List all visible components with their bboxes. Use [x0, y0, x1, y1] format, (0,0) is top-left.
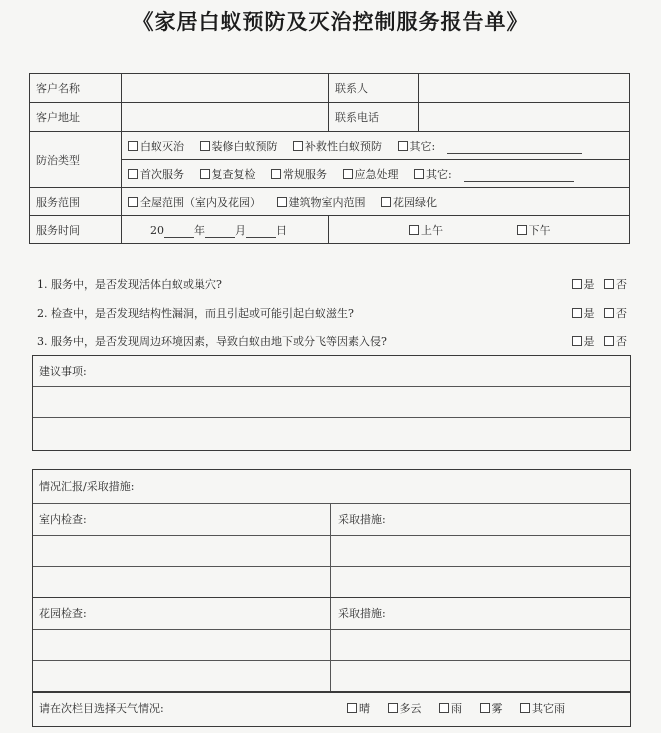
customer-name-field[interactable]: [122, 74, 329, 103]
service-date-field[interactable]: [122, 216, 329, 244]
checkbox[interactable]: [414, 169, 424, 179]
prevention-option[interactable]: 首次服务: [128, 166, 184, 182]
contact-label: 联系人: [329, 74, 419, 103]
yes-no-choice: 是 否: [572, 276, 628, 292]
checkbox[interactable]: [293, 141, 303, 151]
customer-address-label: 客户地址: [30, 103, 122, 132]
customer-name-label: 客户名称: [30, 74, 122, 103]
checkbox[interactable]: [517, 225, 527, 235]
suggestion-box: [32, 355, 631, 451]
year-label: 年: [194, 223, 205, 237]
checkbox[interactable]: [277, 197, 287, 207]
prevention-option[interactable]: 白蚁灭治: [128, 138, 184, 154]
prevention-other[interactable]: 其它:: [414, 166, 452, 182]
prevention-row-2: [122, 160, 630, 188]
other-input-line[interactable]: [447, 143, 582, 154]
service-time-label: 服务时间: [30, 216, 122, 244]
no-checkbox[interactable]: [604, 308, 614, 318]
scope-option[interactable]: 全屋范围（室内及花园）: [128, 194, 261, 210]
no-checkbox[interactable]: [604, 336, 614, 346]
customer-address-field[interactable]: [122, 103, 329, 132]
indoor-line[interactable]: [33, 535, 630, 567]
checkbox[interactable]: [343, 169, 353, 179]
question-3: 3. 服务中，是否发现周边环境因素，导致白蚁由地下或分飞等因素入侵? 是 否: [37, 335, 627, 348]
checkbox[interactable]: [520, 703, 530, 713]
indoor-line[interactable]: [33, 566, 630, 598]
checkbox[interactable]: [128, 197, 138, 207]
garden-line[interactable]: [33, 629, 630, 661]
suggestion-line[interactable]: [33, 387, 630, 418]
suggestion-label: 建议事项:: [39, 365, 87, 378]
contact-phone-field[interactable]: [419, 103, 630, 132]
form-title: 《家居白蚁预防及灭治控制服务报告单》: [132, 9, 529, 34]
question-1: 1. 服务中，是否发现活体白蚁或巢穴? 是 否: [37, 278, 627, 291]
other-input-line[interactable]: [464, 171, 574, 182]
checkbox[interactable]: [480, 703, 490, 713]
weather-option[interactable]: 其它雨: [520, 692, 565, 726]
weather-option[interactable]: 晴: [347, 692, 370, 726]
weather-option[interactable]: 雾: [480, 692, 503, 726]
report-grid: [33, 504, 630, 692]
time-am-option[interactable]: 上午: [409, 222, 443, 238]
prevention-option[interactable]: 常规服务: [271, 166, 327, 182]
checkbox[interactable]: [200, 169, 210, 179]
year-prefix: 20: [150, 223, 164, 237]
report-box: [32, 469, 631, 693]
suggestion-line[interactable]: [33, 418, 630, 448]
prevention-option[interactable]: 复查复检: [200, 166, 256, 182]
contact-phone-label: 联系电话: [329, 103, 419, 132]
prevention-row-1: [122, 132, 630, 160]
yes-checkbox[interactable]: [572, 336, 582, 346]
weather-option[interactable]: 多云: [388, 692, 422, 726]
checkbox[interactable]: [271, 169, 281, 179]
no-checkbox[interactable]: [604, 279, 614, 289]
yes-checkbox[interactable]: [572, 279, 582, 289]
prevention-type-label: 防治类型: [30, 132, 122, 188]
prevention-other[interactable]: 其它:: [398, 138, 436, 154]
month-label: 月: [235, 223, 246, 237]
question-2: 2. 检查中，是否发现结构性漏洞，而且引起或可能引起白蚁滋生? 是 否: [37, 307, 627, 320]
service-time-options: [329, 216, 630, 244]
yes-checkbox[interactable]: [572, 308, 582, 318]
scope-option[interactable]: 建筑物室内范围: [277, 194, 366, 210]
checkbox[interactable]: [128, 141, 138, 151]
suggestion-label-row: [33, 356, 630, 387]
info-table: [29, 73, 630, 244]
prevention-option[interactable]: 应急处理: [343, 166, 399, 182]
weather-row: [32, 691, 631, 727]
checkbox[interactable]: [388, 703, 398, 713]
checkbox[interactable]: [128, 169, 138, 179]
weather-option[interactable]: 雨: [439, 692, 462, 726]
checkbox[interactable]: [398, 141, 408, 151]
garden-measure-label: 采取措施:: [338, 607, 386, 620]
garden-line[interactable]: [33, 660, 630, 692]
contact-field[interactable]: [419, 74, 630, 103]
day-label: 日: [276, 223, 287, 237]
report-label: 情况汇报/采取措施:: [39, 480, 135, 493]
indoor-header-row: [33, 504, 630, 536]
checkbox[interactable]: [200, 141, 210, 151]
weather-options: [333, 692, 565, 726]
checkbox[interactable]: [439, 703, 449, 713]
checkbox[interactable]: [347, 703, 357, 713]
yes-no-choice: 是 否: [572, 305, 628, 321]
indoor-label: 室内检查:: [39, 513, 87, 526]
prevention-option[interactable]: 补救性白蚁预防: [293, 138, 382, 154]
report-label-row: [33, 470, 630, 504]
checkbox[interactable]: [381, 197, 391, 207]
service-scope-options: [122, 188, 630, 216]
prevention-option[interactable]: 装修白蚁预防: [200, 138, 278, 154]
garden-label: 花园检查:: [39, 607, 87, 620]
time-pm-option[interactable]: 下午: [517, 222, 551, 238]
yes-no-choice: 是 否: [572, 333, 628, 349]
weather-label: 请在次栏目选择天气情况:: [39, 702, 164, 715]
checkbox[interactable]: [409, 225, 419, 235]
garden-header-row: [33, 598, 630, 630]
service-scope-label: 服务范围: [30, 188, 122, 216]
indoor-measure-label: 采取措施:: [338, 513, 386, 526]
scope-option[interactable]: 花园绿化: [381, 194, 437, 210]
